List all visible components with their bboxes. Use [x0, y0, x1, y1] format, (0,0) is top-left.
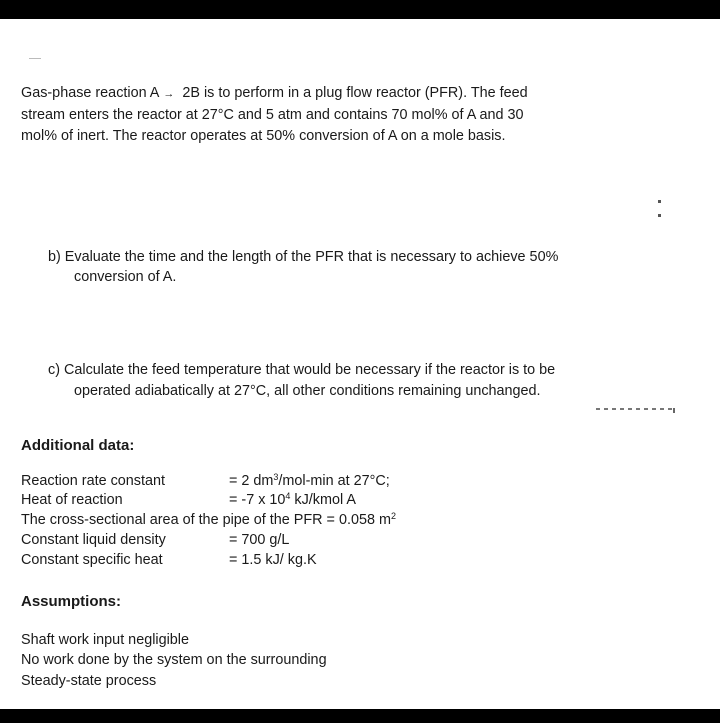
assumptions-heading: Assumptions:	[21, 593, 122, 610]
rate-value-main: = 2 dm	[229, 473, 274, 489]
assumption-item: Steady-state process	[21, 673, 157, 689]
heat-value-sup: 4	[285, 491, 291, 501]
rate-constant-value	[229, 472, 390, 490]
heat-of-reaction-value	[229, 491, 356, 509]
intro-line-3: mol% of inert. The reactor operates at 50% conversion of A on a mole basis.	[21, 128, 506, 144]
intro-line-1b: 2B is to perform in a plug flow reactor (PFR). The feed	[178, 85, 528, 101]
assumption-item: Shaft work input negligible	[21, 632, 189, 648]
part-b-line-2: conversion of A.	[74, 269, 177, 285]
heat-value-main: = -7 x 10	[229, 492, 286, 508]
rate-value-unit: /mol-min at 27°C;	[278, 473, 390, 489]
heat-value-unit: kJ/kmol A	[290, 492, 356, 508]
specific-heat-value: = 1.5 kJ/ kg.K	[229, 552, 317, 568]
rate-value-sup: 3	[273, 472, 279, 482]
density-label: Constant liquid density	[21, 532, 166, 548]
density-value: = 700 g/L	[229, 532, 290, 548]
part-c-line-1: c) Calculate the feed temperature that would be necessary if the reactor is to be	[48, 362, 556, 378]
area-text: The cross-sectional area of the pipe of the PFR = 0.058 m	[21, 512, 391, 528]
cross-section-area	[21, 511, 396, 529]
rate-constant-label: Reaction rate constant	[21, 473, 165, 489]
dashed-mark	[596, 408, 674, 410]
part-c-line-2: operated adiabatically at 27°C, all other conditions remaining unchanged.	[74, 383, 541, 399]
heat-of-reaction-label: Heat of reaction	[21, 492, 123, 508]
dashed-mark-tick	[673, 408, 675, 413]
area-sup: 2	[390, 511, 396, 521]
intro-line-1a: Gas-phase reaction A	[21, 85, 160, 101]
intro-line-2: stream enters the reactor at 27°C and 5 atm and contains 70 mol% of A and 30	[21, 107, 524, 123]
additional-heading: Additional data:	[21, 437, 135, 454]
reaction-arrow: →	[163, 88, 175, 100]
assumption-item: No work done by the system on the surrounding	[21, 652, 327, 668]
part-b-line-1: b) Evaluate the time and the length of the PFR that is necessary to achieve 50%	[48, 249, 559, 265]
scan-speck	[658, 200, 661, 203]
scan-speck	[29, 58, 41, 59]
bottom-black-bar	[0, 709, 720, 723]
specific-heat-label: Constant specific heat	[21, 552, 163, 568]
top-black-bar	[0, 0, 720, 19]
scan-speck	[658, 214, 661, 217]
